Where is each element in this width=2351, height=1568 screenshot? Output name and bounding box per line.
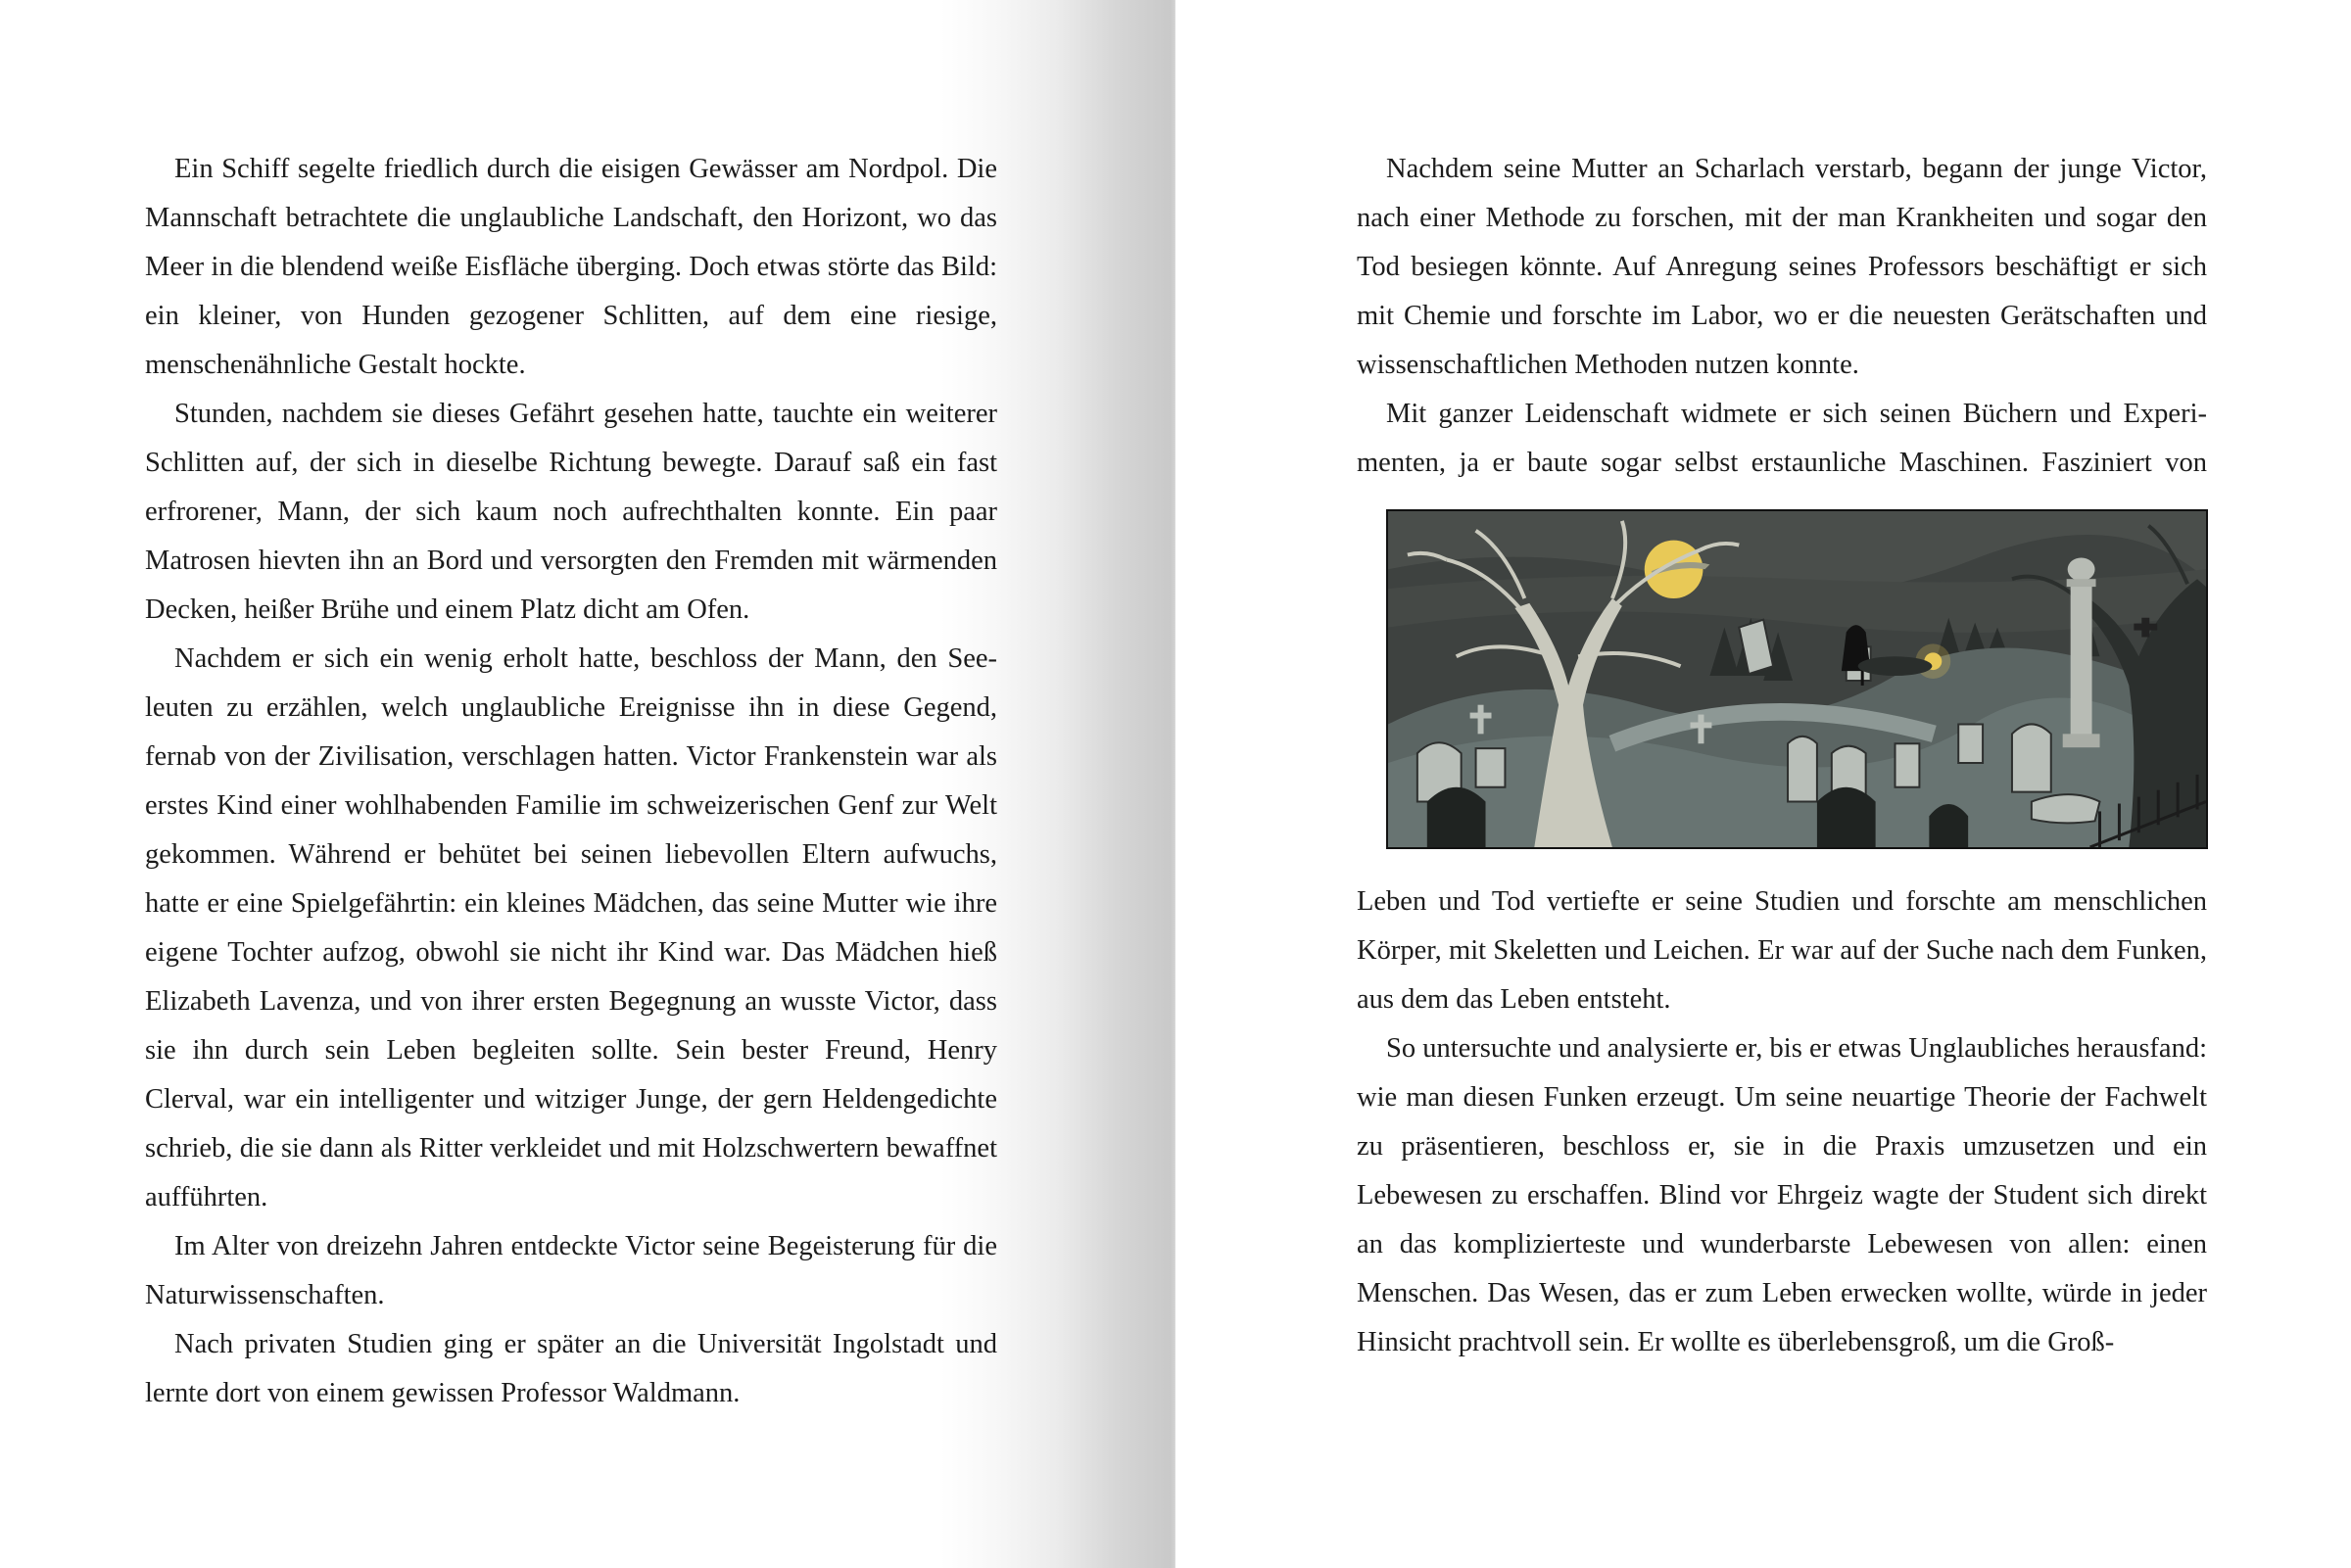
paragraph: Ein Schiff segelte friedlich durch die eisigen Gewässer am Nordpol. Die Mannschaft betrachtete die unglaubliche Landschaft, den Horizont, wo das Meer in die blendend weiße Eisfläche überging. Doch etwas störte das Bild: ein kleiner, von Hunden gezogener Schlitten, auf dem eine riesige, menschenähnliche Gestalt hockte. <box>145 154 997 380</box>
graveyard-illustration <box>1386 509 2208 849</box>
paragraph: Nachdem er sich ein wenig erholt hatte, beschloss der Mann, den Seeleuten zu erzählen, welch unglaubliche Ereignisse ihn in diese Gegend, fernab von der Zivilisation, verschlagen hatten. Victor Frankenstein war als erstes Kind einer wohlhabenden Familie im schweizerischen Genf zur Welt gekommen. Während er behütet bei seinen liebevollen Eltern aufwuchs, hatte er eine Spielgefährtin: ein kleines Mädchen, das seine Mutter wie ihre eigene Tochter aufzog, obwohl sie nicht ihr Kind war. Das Mädchen hieß Elizabeth Lavenza, und von ihrer ersten Begegnung an wusste Victor, dass sie ihn durch sein Leben begleiten sollte. Sein bester Freund, Henry Clerval, war ein intelligenter und witziger Junge, der gern Heldengedichte schrieb, die sie dann als Ritter verkleidet und mit Holzschwertern bewaffnet aufführten. <box>145 643 997 1212</box>
right-page-text-top <box>1357 145 2207 488</box>
paragraph: So untersuchte und analysierte er, bis er etwas Unglaubliches herausfand: wie man diesen Funken erzeugt. Um seine neuartige Theorie der Fachwelt zu präsentieren, beschloss er, sie in die Praxis umzusetzen und ein Lebewesen zu erschaffen. Blind vor Ehrgeiz wagte der Student sich direkt an das komplizierteste und wunderbarste Lebewesen von allen: einen Menschen. Das Wesen, das er zum Leben erwecken wollte, würde in jeder Hinsicht prachtvoll sein. Er wollte es überlebensgroß, um die Groß- <box>1357 1033 2207 1357</box>
graveyard-illustration-graphic <box>1388 511 2206 847</box>
paragraph: Nach privaten Studien ging er später an die Universität Ingolstadt und lernte dort von einem gewissen Professor Waldmann. <box>145 1329 997 1408</box>
right-page-text-bottom <box>1357 878 2207 1367</box>
paragraph: Nachdem seine Mutter an Scharlach verstarb, begann der junge Victor, nach einer Methode zu forschen, mit der man Krankheiten und sogar den Tod besiegen könnte. Auf Anregung seines Professors beschäftigt er sich mit Chemie und forschte im Labor, wo er die neuesten Gerätschaften und wissenschaftlichen Methoden nutzen konnte. <box>1357 154 2207 380</box>
paragraph: Leben und Tod vertiefte er seine Studien und forschte am menschlichen Körper, mit Skeletten und Leichen. Er war auf der Suche nach dem Funken, aus dem das Leben entsteht. <box>1357 886 2207 1015</box>
paragraph: Im Alter von dreizehn Jahren entdeckte Victor seine Begeisterung für die Naturwissenschaften. <box>145 1231 997 1310</box>
left-page-text <box>145 145 997 1418</box>
paragraph: Mit ganzer Leidenschaft widmete er sich seinen Büchern und Experimenten, ja er baute sogar selbst erstaunliche Maschinen. Fasziniert von <box>1357 399 2207 478</box>
paragraph: Stunden, nachdem sie dieses Gefährt gesehen hatte, tauchte ein weiterer Schlitten auf, der sich in dieselbe Richtung bewegte. Darauf saß ein fast erfrorener, Mann, der sich kaum noch aufrechthalten konnte. Ein paar Matrosen hievten ihn an Bord und versorgten den Fremden mit wärmenden Decken, heißer Brühe und einem Platz dicht am Ofen. <box>145 399 997 625</box>
